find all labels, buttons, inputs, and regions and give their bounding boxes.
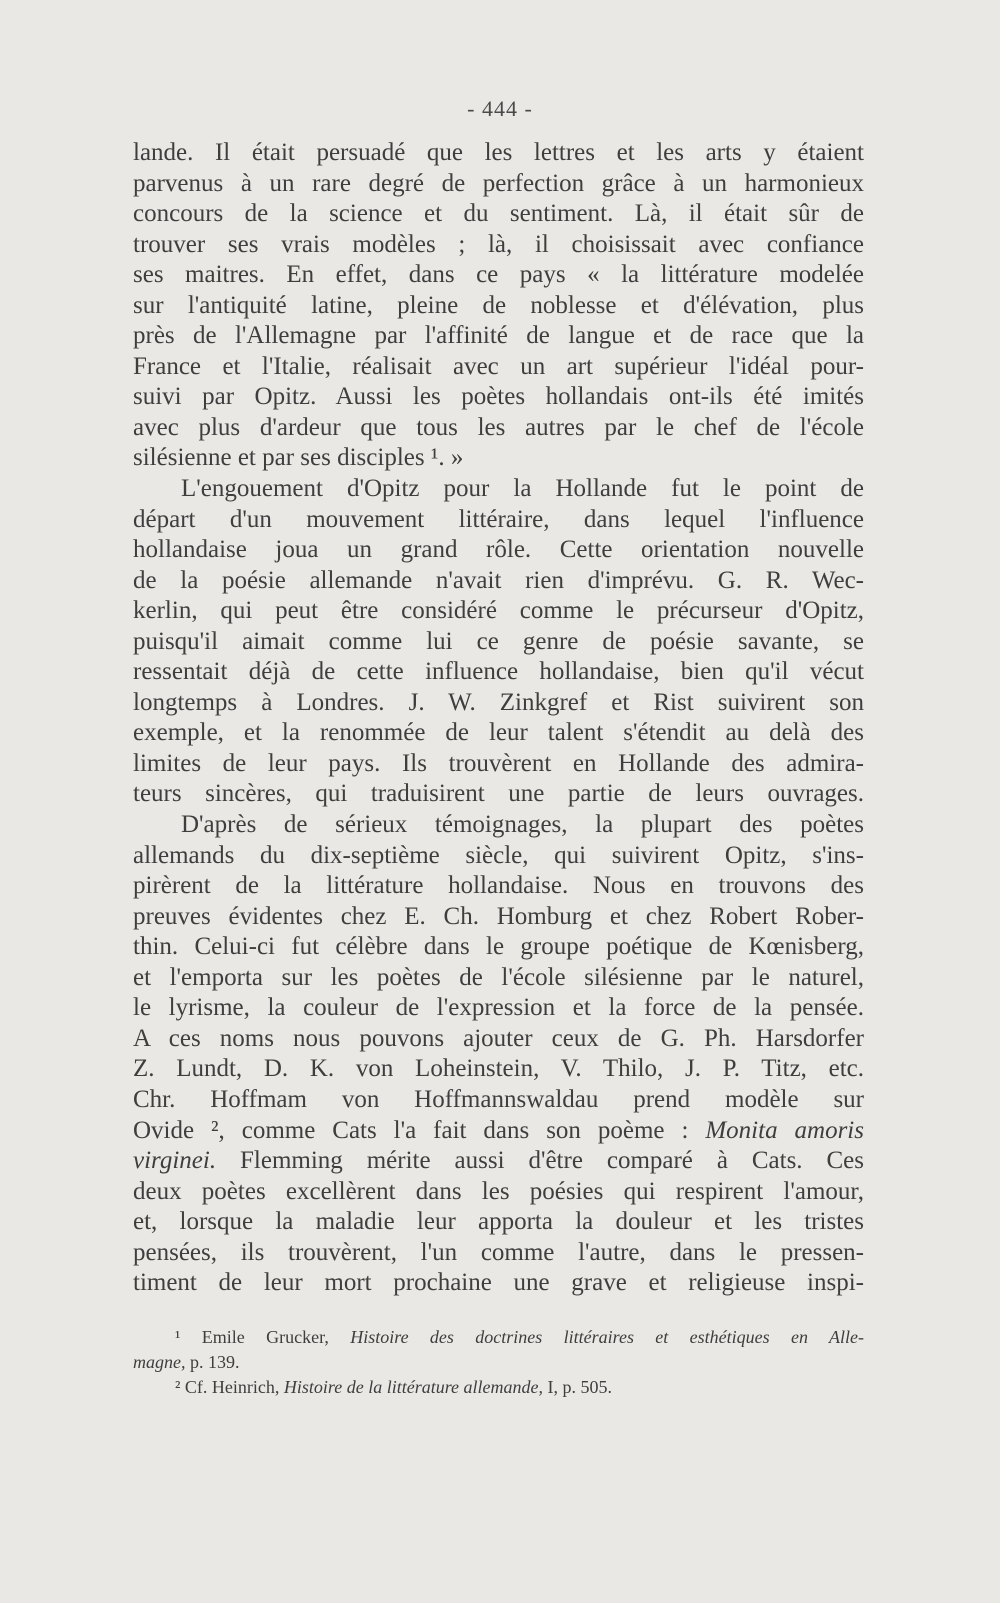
text-line: puisqu'il aimait comme lui ce genre de poésie savante, se: [133, 627, 864, 655]
text-line: concours de la science et du sentiment. Là, il était sûr de: [133, 200, 864, 228]
text-line: ressentait déjà de cette influence hollandaise, bien qu'il vécut: [133, 658, 864, 686]
text-line: exemple, et la renommée de leur talent s'étendit au delà des: [133, 719, 864, 747]
text-line: suivi par Opitz. Aussi les poètes hollandais ont-ils été imités: [133, 383, 864, 411]
text-line: preuves évidentes chez E. Ch. Homburg et chez Robert Rober-: [133, 902, 864, 930]
footnote-line: ² Cf. Heinrich, Histoire de la littérature allemande, I, p. 505.: [175, 1377, 613, 1397]
text-line: le lyrisme, la couleur de l'expression et la force de la pensée.: [133, 994, 864, 1022]
text-line: silésienne et par ses disciples ¹. »: [133, 444, 464, 472]
text-line: et l'emporta sur les poètes de l'école silésienne par le naturel,: [133, 963, 864, 991]
text-line: L'engouement d'Opitz pour la Hollande fut le point de: [181, 475, 864, 503]
text-line: timent de leur mort prochaine une grave et religieuse inspi-: [133, 1269, 864, 1297]
text-line: trouver ses vrais modèles ; là, il choisissait avec confiance: [133, 230, 864, 258]
text-line: pensées, ils trouvèrent, l'un comme l'autre, dans le pressen-: [133, 1238, 864, 1266]
text-line: allemands du dix-septième siècle, qui suivirent Opitz, s'ins-: [133, 841, 864, 869]
paragraph: [133, 138, 864, 474]
footnote-line: magne, p. 139.: [133, 1352, 240, 1372]
text-line: sur l'antiquité latine, pleine de noblesse et d'élévation, plus: [133, 291, 864, 319]
text-line: longtemps à Londres. J. W. Zinkgref et Rist suivirent son: [133, 688, 864, 716]
text-line: Chr. Hoffmam von Hoffmannswaldau prend modèle sur: [133, 1085, 864, 1113]
paragraph: [133, 810, 864, 1299]
text-line: et, lorsque la maladie leur apporta la douleur et les tristes: [133, 1208, 864, 1236]
text-line: parvenus à un rare degré de perfection grâce à un harmonieux: [133, 169, 864, 197]
page-number: - 444 -: [467, 96, 533, 121]
text-line: A ces noms nous pouvons ajouter ceux de G. Ph. Harsdorfer: [133, 1024, 864, 1052]
footnotes: [133, 1325, 864, 1400]
footnote-2: [133, 1375, 864, 1400]
text-line: départ d'un mouvement littéraire, dans lequel l'influence: [133, 505, 864, 533]
text-line: France et l'Italie, réalisait avec un art supérieur l'idéal pour-: [133, 352, 864, 380]
text-line: Z. Lundt, D. K. von Loheinstein, V. Thilo, J. P. Titz, etc.: [133, 1055, 864, 1083]
text-line: limites de leur pays. Ils trouvèrent en Hollande des admira-: [133, 749, 864, 777]
paragraph: [133, 474, 864, 810]
text-line: hollandaise joua un grand rôle. Cette orientation nouvelle: [133, 536, 864, 564]
footnote-1: [133, 1325, 864, 1375]
text-line: lande. Il était persuadé que les lettres et les arts y étaient: [133, 139, 864, 166]
text-line: virginei. Flemming mérite aussi d'être comparé à Cats. Ces: [133, 1147, 864, 1175]
text-line: teurs sincères, qui traduisirent une partie de leurs ouvrages.: [133, 780, 864, 808]
footnote-line: ¹ Emile Grucker, Histoire des doctrines littéraires et esthétiques en Alle-: [175, 1327, 864, 1347]
text-line: pirèrent de la littérature hollandaise. Nous en trouvons des: [133, 872, 864, 900]
text-line: kerlin, qui peut être considéré comme le précurseur d'Opitz,: [133, 597, 864, 625]
text-line: thin. Celui-ci fut célèbre dans le groupe poétique de Kœnisberg,: [133, 933, 864, 961]
text-line: ses maitres. En effet, dans ce pays « la littérature modelée: [133, 261, 864, 289]
text-line: près de l'Allemagne par l'affinité de langue et de race que la: [133, 322, 864, 350]
text-line: D'après de sérieux témoignages, la plupart des poètes: [181, 811, 864, 839]
text-line: Ovide ², comme Cats l'a fait dans son poème : Monita amoris: [133, 1116, 864, 1144]
text-line: deux poètes excellèrent dans les poésies qui respirent l'amour,: [133, 1177, 864, 1205]
text-line: avec plus d'ardeur que tous les autres par le chef de l'école: [133, 413, 864, 441]
text-line: de la poésie allemande n'avait rien d'imprévu. G. R. Wec-: [133, 566, 864, 594]
body-text: [133, 138, 864, 1299]
